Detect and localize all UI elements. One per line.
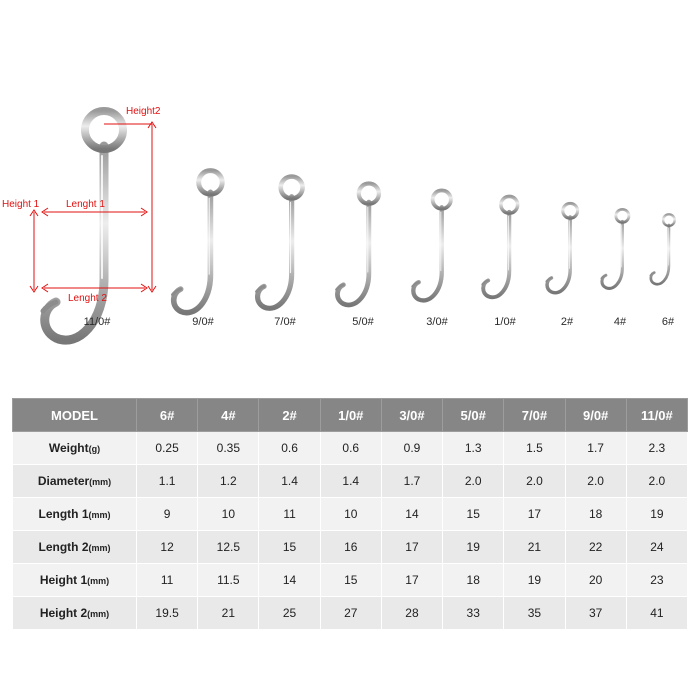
hook-1-0 [482,196,517,297]
cell: 37 [565,597,626,630]
row-label-unit: (mm) [88,510,111,520]
cell: 1.4 [259,465,320,498]
row-label-unit: (mm) [88,543,111,553]
table-header-row [13,399,688,432]
cell: 19 [443,531,504,564]
table-header-2: 2# [259,399,320,432]
cell: 28 [381,597,442,630]
row-label-height-2 [13,597,137,630]
row-label-text: Diameter [37,474,90,488]
hook-label-1-0: 1/0# [494,316,516,328]
cell: 14 [259,564,320,597]
table-row [13,432,688,465]
hook-label-7-0: 7/0# [274,316,296,328]
cell: 19 [626,498,687,531]
cell: 9 [137,498,198,531]
table-row [13,564,688,597]
cell: 1.4 [320,465,381,498]
cell: 11 [259,498,320,531]
cell: 17 [381,564,442,597]
row-label-unit: (mm) [87,609,110,619]
hook-5-0 [337,184,379,305]
hook-2 [546,203,577,292]
cell: 15 [259,531,320,564]
cell: 1.1 [137,465,198,498]
table-header-3-0: 3/0# [381,399,442,432]
row-label-unit: (mm) [89,477,112,487]
table-header-7-0: 7/0# [504,399,565,432]
hook-6 [650,214,674,284]
cell: 21 [198,597,259,630]
row-label-weight [13,432,137,465]
table-row [13,531,688,564]
cell: 27 [320,597,381,630]
cell: 12 [137,531,198,564]
dimension-label-height1: Height 1 [2,199,40,210]
spec-table [12,398,688,630]
cell: 14 [381,498,442,531]
cell: 1.3 [443,432,504,465]
cell: 16 [320,531,381,564]
cell: 10 [198,498,259,531]
hook-label-4: 4# [613,316,627,328]
row-label-unit: (g) [88,444,101,454]
cell: 10 [320,498,381,531]
cell: 1.7 [381,465,442,498]
cell: 0.9 [381,432,442,465]
hook-label-2: 2# [560,316,574,328]
table-row [13,597,688,630]
spec-table-container [12,398,688,630]
dimension-label-length1: Lenght 1 [66,199,105,210]
row-label-length-2 [13,531,137,564]
cell: 22 [565,531,626,564]
cell: 19 [504,564,565,597]
table-header-5-0: 5/0# [443,399,504,432]
hook-9-0 [173,171,223,313]
dimension-label-height2: Height2 [126,106,161,117]
row-label-unit: (mm) [87,576,110,586]
cell: 2.0 [443,465,504,498]
hook-label-5-0: 5/0# [352,316,374,328]
cell: 17 [504,498,565,531]
cell: 17 [381,531,442,564]
cell: 11.5 [198,564,259,597]
cell: 15 [443,498,504,531]
cell: 25 [259,597,320,630]
cell: 12.5 [198,531,259,564]
cell: 33 [443,597,504,630]
row-label-length-1 [13,498,137,531]
cell: 0.6 [259,432,320,465]
cell: 21 [504,531,565,564]
hook-11-0 [43,111,123,340]
cell: 35 [504,597,565,630]
table-header-11-0: 11/0# [626,399,687,432]
cell: 1.7 [565,432,626,465]
hook-label-6: 6# [661,316,675,328]
cell: 1.5 [504,432,565,465]
hook-label-11-0: 11/0# [83,316,111,328]
row-label-text: Length 1 [38,507,89,521]
hook-3-0 [412,190,450,300]
table-header-6: 6# [137,399,198,432]
cell: 2.0 [565,465,626,498]
cell: 11 [137,564,198,597]
cell: 2.3 [626,432,687,465]
cell: 15 [320,564,381,597]
cell: 2.0 [504,465,565,498]
cell: 2.0 [626,465,687,498]
cell: 0.25 [137,432,198,465]
dimension-label-length2: Lenght 2 [68,293,107,304]
cell: 41 [626,597,687,630]
cell: 0.6 [320,432,381,465]
row-label-diameter [13,465,137,498]
hook-7-0 [257,177,303,309]
row-label-text: Height 1 [39,573,88,587]
cell: 23 [626,564,687,597]
hook-label-9-0: 9/0# [192,316,214,328]
cell: 24 [626,531,687,564]
row-label-text: Length 2 [38,540,89,554]
cell: 19.5 [137,597,198,630]
row-label-text: Height 2 [39,606,88,620]
cell: 18 [565,498,626,531]
table-header-9-0: 9/0# [565,399,626,432]
table-row [13,498,688,531]
hook-4 [601,209,629,288]
table-header-1-0: 1/0# [320,399,381,432]
cell: 0.35 [198,432,259,465]
hook-label-3-0: 3/0# [426,316,448,328]
cell: 18 [443,564,504,597]
table-row [13,465,688,498]
table-header-4: 4# [198,399,259,432]
cell: 1.2 [198,465,259,498]
row-label-height-1 [13,564,137,597]
table-header-model: MODEL [13,399,137,432]
row-label-text: Weight [48,441,89,455]
cell: 20 [565,564,626,597]
